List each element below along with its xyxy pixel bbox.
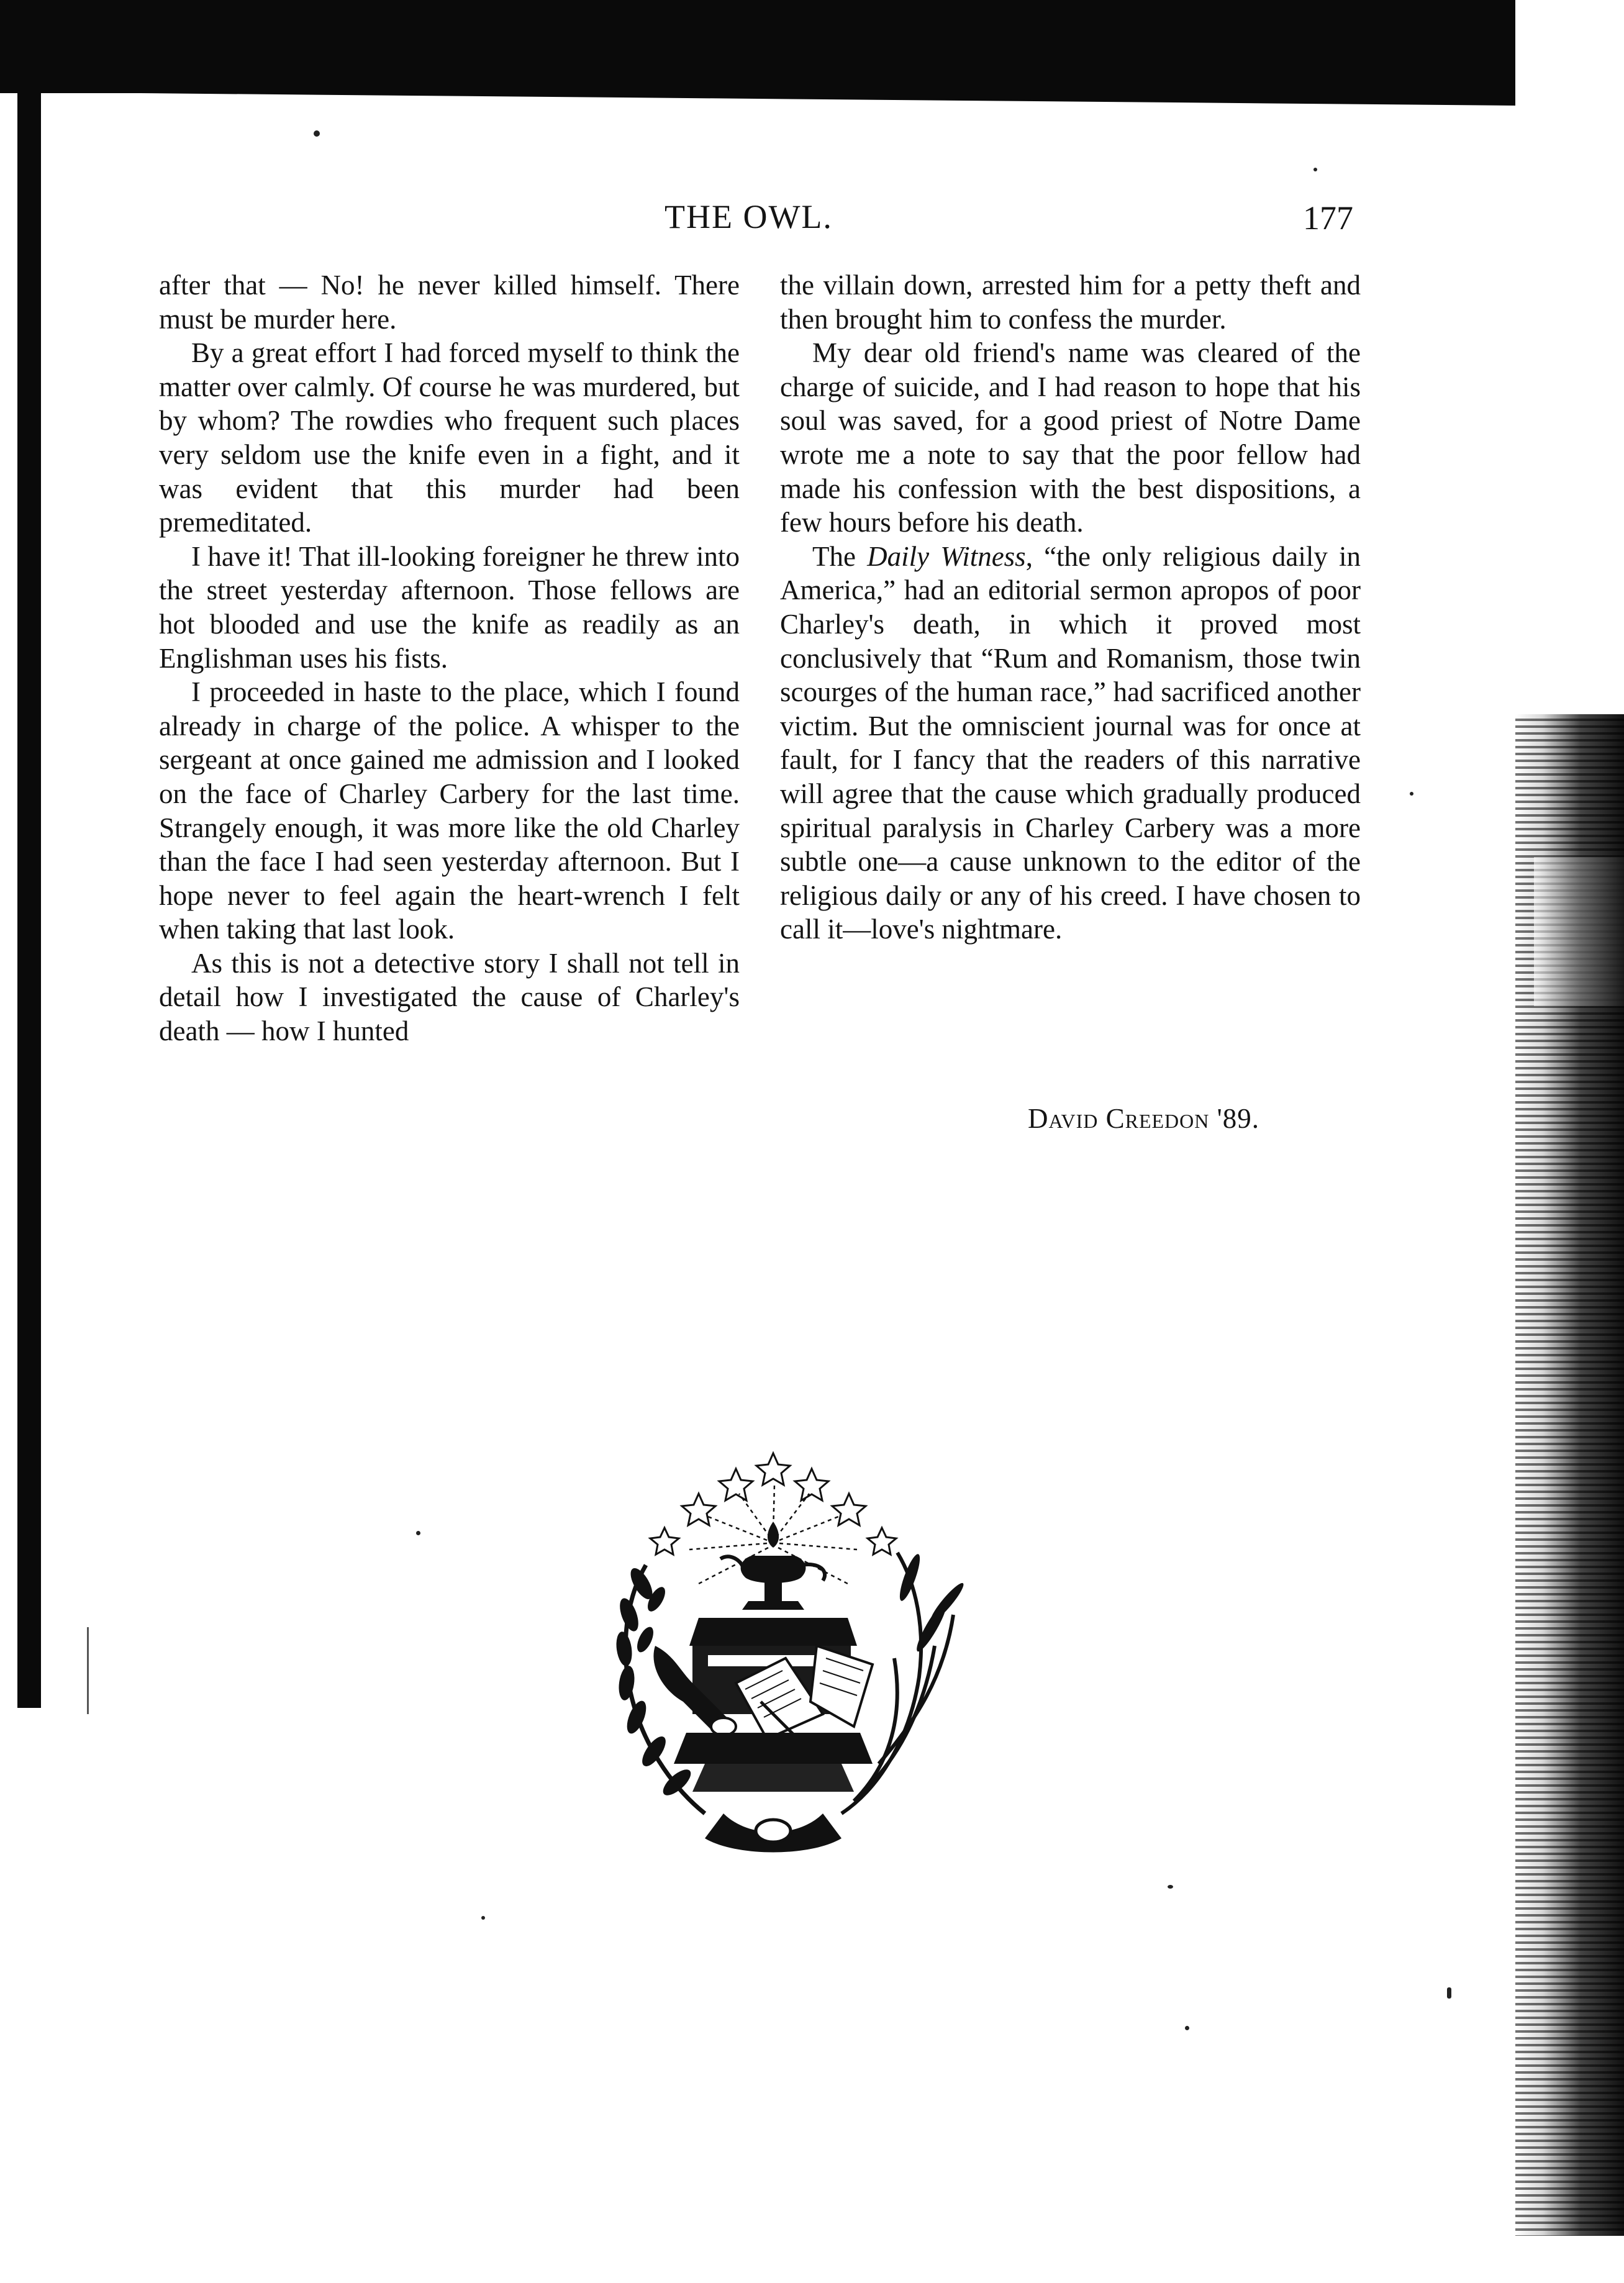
- scan-speck: [481, 1916, 485, 1920]
- scan-speck: [1313, 168, 1317, 171]
- paragraph: the villain down, arrested him for a petty theft and then brought him to confess the murder.: [780, 270, 1361, 335]
- scan-left-border: [17, 81, 41, 1708]
- paragraph: By a great effort I had forced myself to think the matter over calmly. Of course he was murdered, but by whom? The rowdies who frequent such places very seldom use the knife even in a fight, and it was evident that this murder had been premeditated.: [159, 337, 740, 538]
- scan-right-edge-shade: [1534, 857, 1624, 1006]
- scan-speck: [416, 1531, 420, 1535]
- publication-title: Daily Witness: [867, 540, 1026, 572]
- scan-speck: [1168, 1885, 1173, 1889]
- scan-top-border-taper: [0, 92, 1515, 106]
- scan-top-border: [0, 0, 1515, 93]
- paragraph: My dear old friend's name was cleared of the charge of suicide, and I had reason to hope that his soul was saved, for a good priest of Notre Dame wrote me a note to say that the poor fellow had made his confession with the best dispositions, a few hours before his death.: [780, 337, 1361, 538]
- paragraph: As this is not a detective story I shall not tell in detail how I investigated the cause of Charley's death — how I hunted: [159, 947, 740, 1047]
- author-signature: David Creedon '89.: [1028, 1103, 1259, 1134]
- paragraph: [780, 540, 1361, 946]
- scan-left-margin-line: [87, 1627, 89, 1714]
- paragraph: I have it! That ill-looking foreigner he threw into the street yesterday afternoon. Those fellows are hot blooded and use the knife as readily as an Englishman uses his fists.: [159, 540, 740, 674]
- page-header: [0, 197, 1624, 247]
- lamp-of-learning-vignette-icon: [581, 1441, 966, 1863]
- text-run: , “the only religious daily in America,” had an editorial sermon apropos of poor Charley's death, in which it proved most conclusively that “Rum and Romanism, those twin scourges of the human race,” had sacrificed another victim. But the omniscient journal was for once at fault, for I fancy that the readers of this narrative will agree that the cause which gradually produced spiritual paralysis in Charley Carbery was a more subtle one—a cause unknown to the editor of the religious daily or any of his creed. I have chosen to call it—love's nightmare.: [780, 540, 1361, 945]
- left-column: [159, 268, 740, 1048]
- scan-speck: [1185, 2026, 1189, 2030]
- running-title: THE OWL.: [665, 198, 833, 235]
- text-run: The: [812, 540, 868, 572]
- scan-speck: [1410, 792, 1413, 796]
- paragraph: I proceeded in haste to the place, which I found already in charge of the police. A whisper to the sergeant at once gained me admission and I looked on the face of Charley Carbery for the last time. Strangely enough, it was more like the old Charley than the face I had seen yesterday afternoon. But I hope never to feel again the heart-wrench I felt when taking that last look.: [159, 676, 740, 945]
- scan-speck: [1447, 1987, 1451, 1999]
- right-column: [780, 268, 1361, 946]
- page-number: 177: [1303, 199, 1353, 237]
- paragraph: after that — No! he never killed himself. There must be murder here.: [159, 270, 740, 335]
- scan-speck: [314, 130, 320, 137]
